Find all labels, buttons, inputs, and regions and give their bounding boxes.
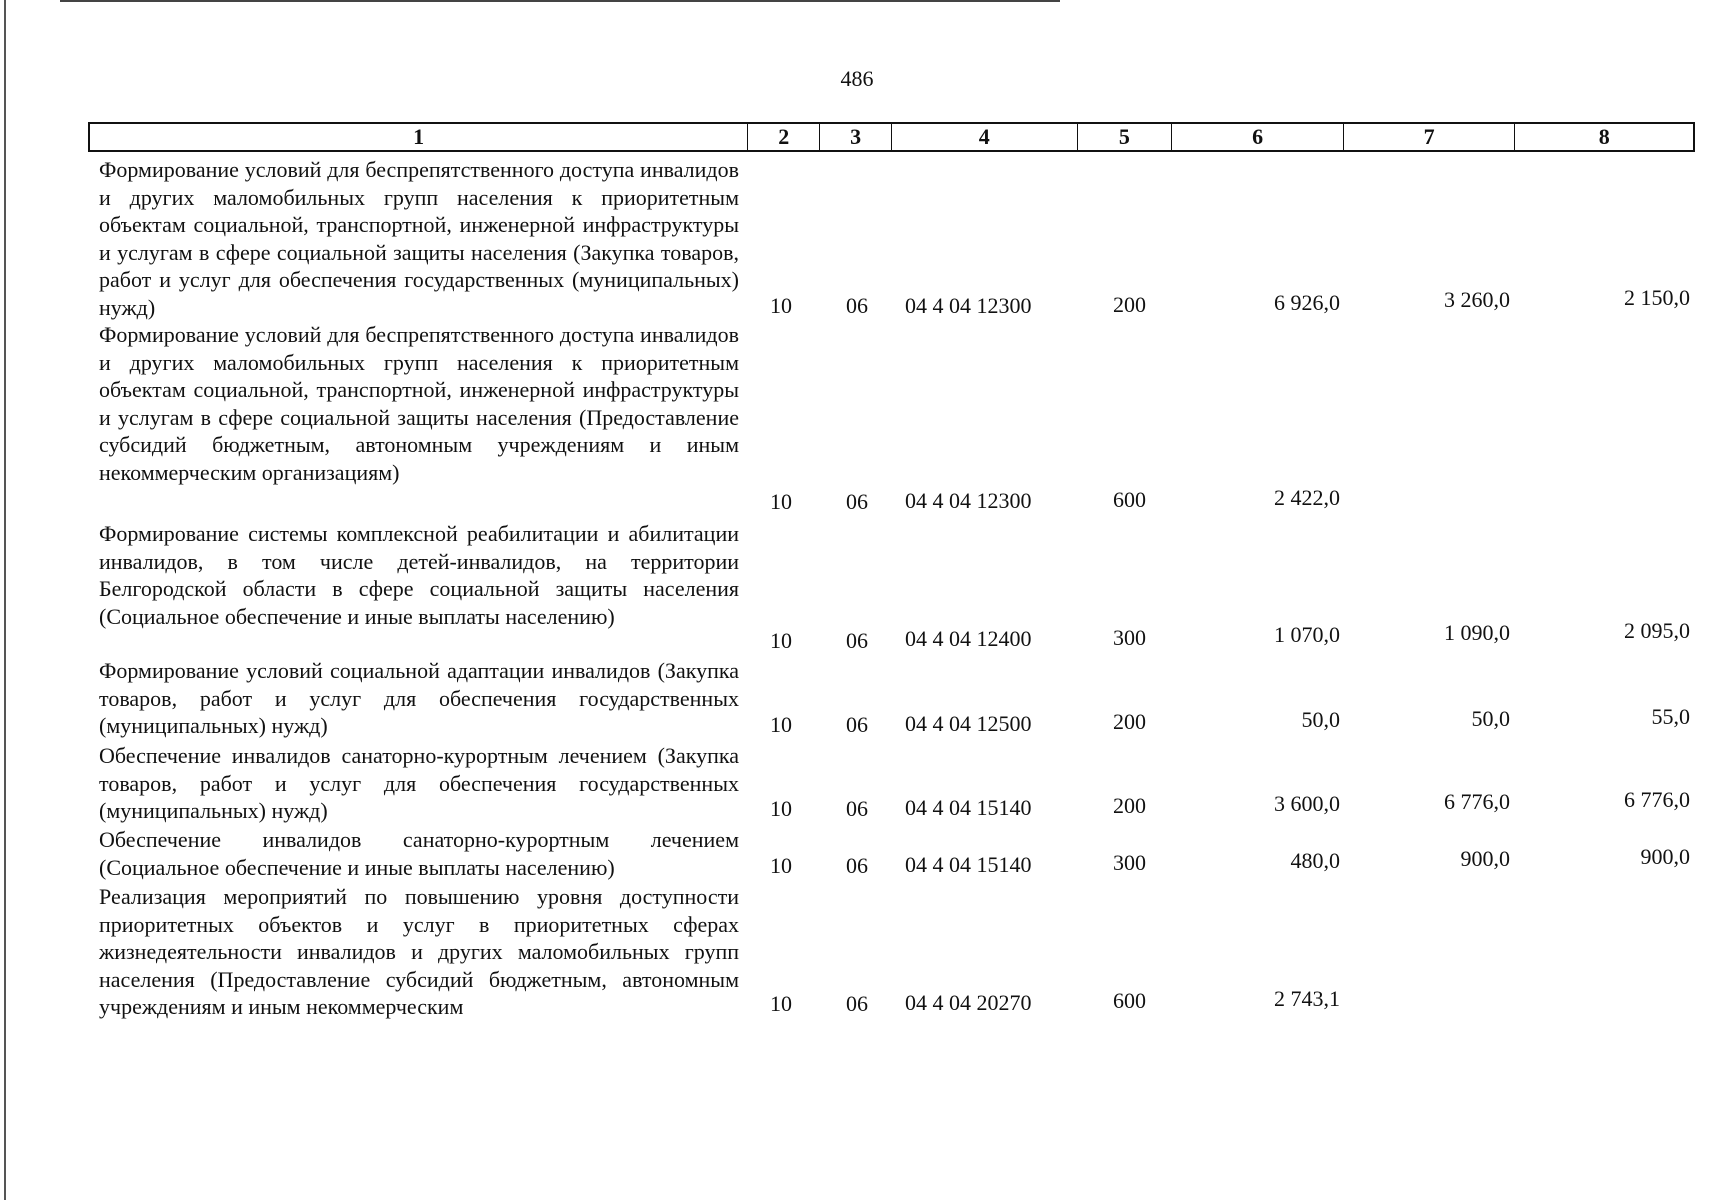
row-section: 10 — [770, 853, 792, 878]
row-amount-8: 6 776,0 — [1624, 787, 1690, 812]
row-amount-7: 6 776,0 — [1444, 789, 1510, 814]
row-subsection: 06 — [846, 991, 868, 1016]
row-target-code: 04 4 04 15140 — [905, 852, 1032, 877]
row-section: 10 — [770, 628, 792, 653]
row-target-code: 04 4 04 12300 — [905, 488, 1032, 513]
row-description: Реализация мероприятий по повышению уровня доступности приоритетных объектов и услуг в приоритетных сферах жизнедеятельности инвалидов и других маломобильных групп населения (Предоставление субсидий бюджетным, автономным учреждениям и иным некоммерческим — [99, 884, 739, 1019]
row-section: 10 — [770, 796, 792, 821]
row-subsection: 06 — [846, 489, 868, 514]
scan-edge-line — [4, 0, 6, 1200]
row-section: 10 — [770, 712, 792, 737]
row-expense-type: 200 — [1113, 709, 1146, 734]
row-target-code: 04 4 04 12500 — [905, 711, 1032, 736]
row-amount-6: 50,0 — [1301, 707, 1340, 732]
row-target-code: 04 4 04 20270 — [905, 990, 1032, 1015]
row-section: 10 — [770, 489, 792, 514]
row-amount-7: 50,0 — [1471, 706, 1510, 731]
row-amount-6: 3 600,0 — [1274, 791, 1340, 816]
row-description: Обеспечение инвалидов санаторно-курортным лечением (Социальное обеспечение и иные выплаты населению) — [99, 827, 739, 880]
row-target-code: 04 4 04 15140 — [905, 795, 1032, 820]
row-amount-7: 900,0 — [1460, 846, 1510, 871]
row-amount-7: 3 260,0 — [1444, 287, 1510, 312]
column-header-3: 3 — [820, 124, 892, 150]
row-section: 10 — [770, 991, 792, 1016]
row-amount-6: 1 070,0 — [1274, 622, 1340, 647]
row-target-code: 04 4 04 12300 — [905, 293, 1032, 318]
column-header-8: 8 — [1598, 124, 1610, 149]
row-amount-8: 900,0 — [1640, 844, 1690, 869]
row-expense-type: 200 — [1113, 292, 1146, 317]
row-subsection: 06 — [846, 796, 868, 821]
column-header-2: 2 — [748, 124, 820, 150]
row-expense-type: 300 — [1113, 625, 1146, 650]
column-header-7: 7 — [1344, 124, 1516, 150]
row-expense-type: 200 — [1113, 793, 1146, 818]
row-subsection: 06 — [846, 712, 868, 737]
column-header-4: 4 — [892, 124, 1078, 150]
row-amount-8: 2 095,0 — [1624, 618, 1690, 643]
row-target-code: 04 4 04 12400 — [905, 626, 1032, 651]
column-header-1: 1 — [90, 124, 748, 150]
row-description: Формирование системы комплексной реабилитации и абилитации инвалидов, в том числе детей-инвалидов, на территории Белгородской области в сфере социальной защиты населения (Социальное обеспечение и иные выплаты населению) — [99, 521, 739, 629]
row-subsection: 06 — [846, 293, 868, 318]
column-header-6: 6 — [1172, 124, 1344, 150]
row-section: 10 — [770, 293, 792, 318]
row-description: Обеспечение инвалидов санаторно-курортным лечением (Закупка товаров, работ и услуг для обеспечения государственных (муниципальных) нужд) — [99, 743, 739, 823]
row-subsection: 06 — [846, 853, 868, 878]
row-expense-type: 600 — [1113, 988, 1146, 1013]
row-amount-8: 55,0 — [1651, 704, 1690, 729]
column-header-5: 5 — [1078, 124, 1173, 150]
row-expense-type: 600 — [1113, 487, 1146, 512]
row-amount-6: 6 926,0 — [1274, 290, 1340, 315]
scan-top-line — [60, 0, 1060, 2]
row-description: Формирование условий социальной адаптации инвалидов (Закупка товаров, работ и услуг для обеспечения государственных (муниципальных) нужд) — [99, 658, 739, 738]
row-expense-type: 300 — [1113, 850, 1146, 875]
table-header — [88, 122, 1695, 152]
row-amount-6: 2 422,0 — [1274, 485, 1340, 510]
page-number: 486 — [840, 66, 874, 91]
row-description: Формирование условий для беспрепятственного доступа инвалидов и других маломобильных групп населения к приоритетным объектам социальной, транспортной, инженерной инфраструктуры и услугам в сфере социальной защиты населения (Предоставление субсидий бюджетным, автономным учреждениям и иным некоммерческим организациям) — [99, 322, 739, 485]
row-subsection: 06 — [846, 628, 868, 653]
row-amount-8: 2 150,0 — [1624, 285, 1690, 310]
row-amount-6: 480,0 — [1290, 848, 1340, 873]
row-amount-6: 2 743,1 — [1274, 986, 1340, 1011]
row-amount-7: 1 090,0 — [1444, 620, 1510, 645]
row-description: Формирование условий для беспрепятственного доступа инвалидов и других маломобильных групп населения к приоритетным объектам социальной, транспортной, инженерной инфраструктуры и услугам в сфере социальной защиты населения (Закупка товаров, работ и услуг для обеспечения государственных (муниципальных) нужд) — [99, 157, 739, 320]
